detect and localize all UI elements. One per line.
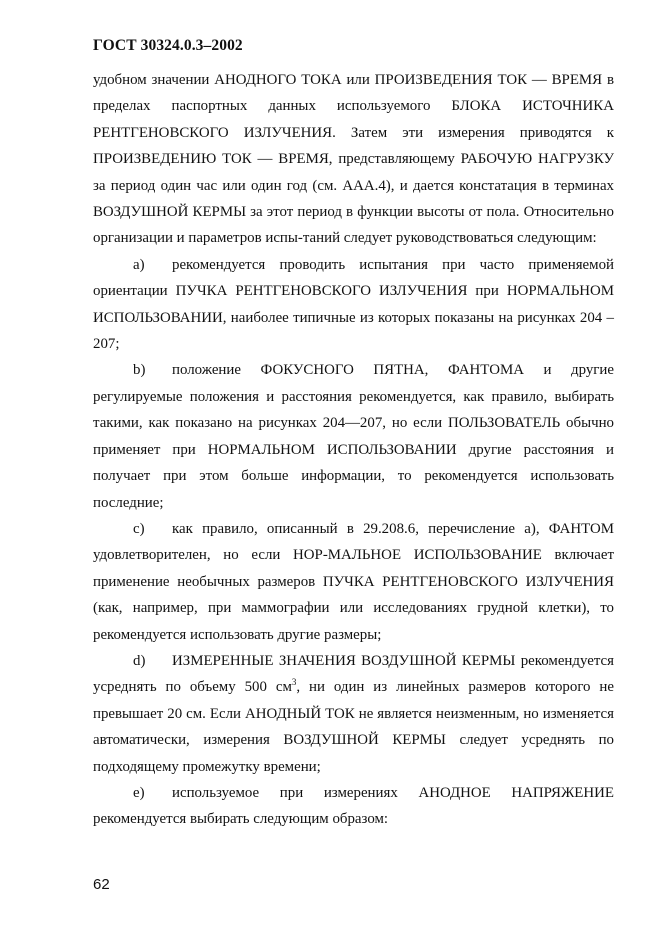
document-header: ГОСТ 30324.0.3–2002	[93, 37, 243, 54]
list-item-text: положение ФОКУСНОГО ПЯТНА, ФАНТОМА и другие регулируемые положения и расстояния рекомендуется, как правило, выбирать такими, как показано на рисунках 204—207, но если ПОЛЬЗОВАТЕЛЬ обычно применяет при НОРМАЛЬНОМ ИСПОЛЬЗОВАНИИ другие расстояния и получает при этом больше информации, то рекомендуется использовать последние;	[93, 362, 614, 511]
list-item-e	[93, 780, 614, 833]
list-item-text-before: ИЗМЕРЕННЫЕ ЗНАЧЕНИЯ ВОЗДУШНОЙ КЕРМЫ рекомендуется усреднять по объему 500 см	[93, 652, 614, 696]
document-body	[93, 67, 614, 833]
list-item-text: как правило, описанный в 29.208.6, перечисление а), ФАНТОМ удовлетворителен, но если НОР-МАЛЬНОЕ ИСПОЛЬЗОВАНИЕ включает применение необычных размеров ПУЧКА РЕНТГЕНОВСКОГО ИЗЛУЧЕНИЯ (как, например, при маммографии или исследованиях грудной клетки), то рекомендуется использовать другие размеры;	[93, 520, 614, 643]
list-marker: d)	[133, 652, 146, 669]
list-marker: a)	[133, 256, 145, 273]
intro-paragraph: удобном значении АНОДНОГО ТОКА или ПРОИЗВЕДЕНИЯ ТОК — ВРЕМЯ в пределах паспортных данных используемого БЛОКА ИСТОЧНИКА РЕНТГЕНОВСКОГО ИЗЛУЧЕНИЯ. Затем эти измерения приводятся к ПРОИЗВЕДЕНИЮ ТОК — ВРЕМЯ, представляющему РАБОЧУЮ НАГРУЗКУ за период один час или один год (см. ААА.4), и дается констатация в терминах ВОЗДУШНОЙ КЕРМЫ за этот период в функции высоты от пола. Относительно организации и параметров испы-таний следует руководствоваться следующим:	[93, 72, 614, 247]
list-item-text: используемое при измерениях АНОДНОЕ НАПРЯЖЕНИЕ рекомендуется выбирать следующим образом:	[93, 784, 614, 828]
superscript-cube: 3	[291, 677, 297, 688]
list-item-a	[93, 252, 614, 358]
list-item-b	[93, 357, 614, 515]
list-marker: b)	[133, 362, 146, 379]
list-marker: e)	[133, 784, 145, 801]
list-item-c	[93, 516, 614, 648]
page-number: 62	[93, 876, 110, 893]
list-marker: c)	[133, 520, 145, 537]
list-item-text-after: , ни один из линейных размеров которого не превышает 20 см. Если АНОДНЫЙ ТОК не является неизменным, но изменяется автоматически, измерения ВОЗДУШНОЙ КЕРМЫ следует усреднять по подходящему промежутку времени;	[93, 679, 614, 775]
list-item-text: рекомендуется проводить испытания при часто применяемой ориентации ПУЧКА РЕНТГЕНОВСКОГО ИЗЛУЧЕНИЯ при НОРМАЛЬНОМ ИСПОЛЬЗОВАНИИ, наиболее типичные из которых показаны на рисунках 204 – 207;	[93, 256, 614, 353]
list-item-d	[93, 648, 614, 780]
